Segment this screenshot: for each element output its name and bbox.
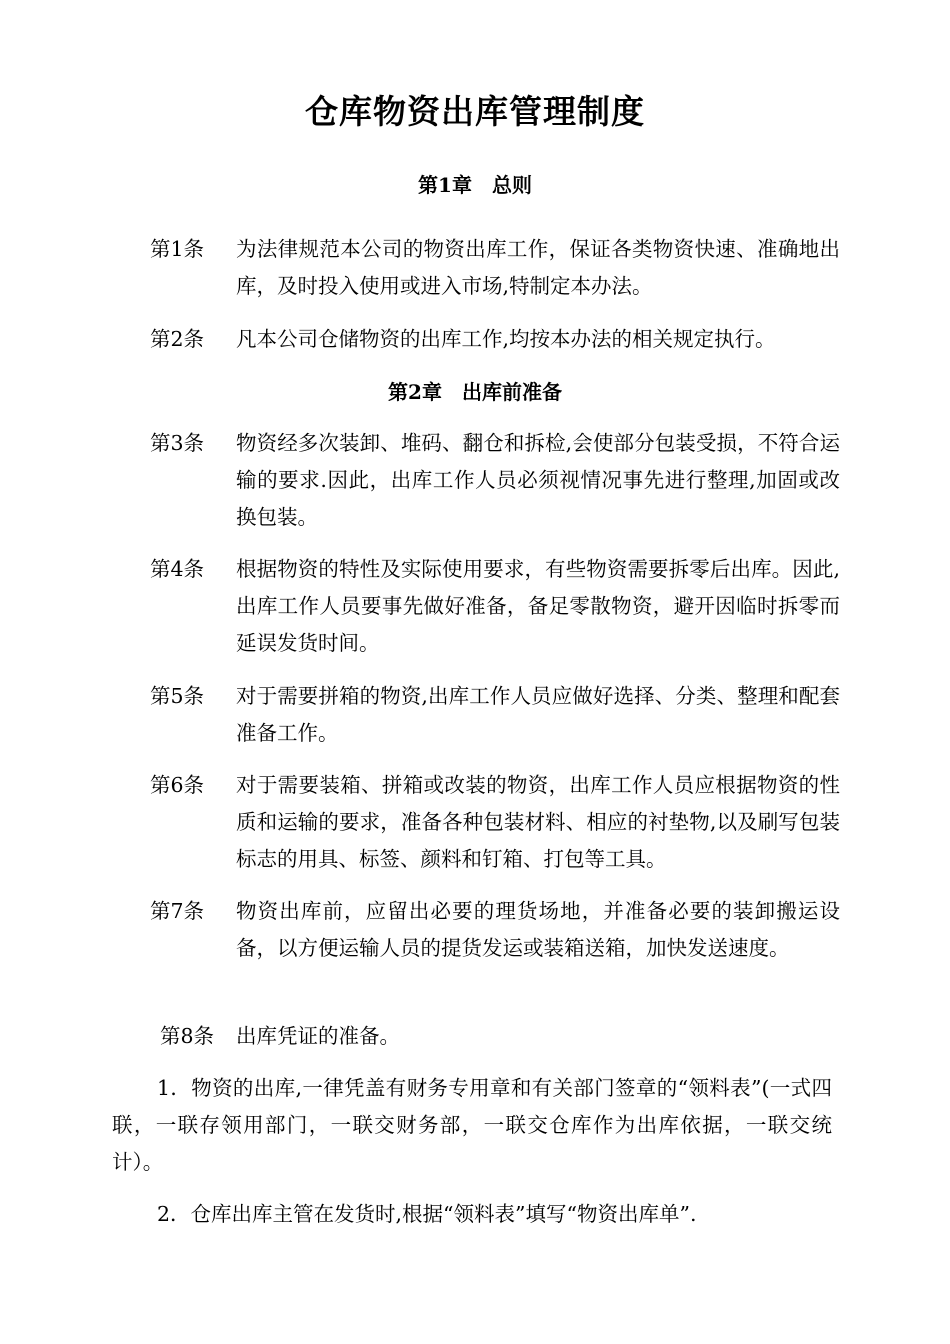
- article-3: [150, 425, 840, 536]
- article-number: 第6条: [150, 773, 205, 797]
- article-1: [150, 231, 840, 305]
- article-7: [150, 893, 840, 967]
- list-item-1: 1．物资的出库,一律凭盖有财务专用章和有关部门签章的“领料表”(一式四联，一联存领用部门，一联交财务部，一联交仓库作为出库依据，一联交统计）。: [112, 1076, 832, 1174]
- list-item-2: 2．仓库出库主管在发货时,根据“领料表”填写“物资出库单”.: [157, 1202, 697, 1226]
- article-6: [150, 767, 840, 878]
- article-8: [160, 1018, 400, 1055]
- article-number: 第4条: [150, 557, 205, 581]
- article-number: 第7条: [150, 899, 205, 923]
- article-text: 物资出库前，应留出必要的理货场地，并准备必要的装卸搬运设备，以方便运输人员的提货发运或装箱送箱，加快发送速度。: [236, 899, 840, 960]
- article-number: 第1条: [150, 237, 205, 261]
- document-title: 仓库物资出库管理制度: [305, 92, 645, 131]
- article-number: 第2条: [150, 327, 205, 351]
- article-text: 对于需要装箱、拼箱或改装的物资，出库工作人员应根据物资的性质和运输的要求，准备各种包装材料、相应的衬垫物,以及刷写包装标志的用具、标签、颜料和钉箱、打包等工具。: [236, 773, 840, 871]
- chapter-1-heading: 第1章 总则: [418, 173, 532, 197]
- article-number: 第8条: [160, 1024, 215, 1048]
- chapter-2-heading: 第2章 出库前准备: [388, 380, 562, 404]
- article-number: 第3条: [150, 431, 205, 455]
- article-text: 根据物资的特性及实际使用要求，有些物资需要拆零后出库。因此,出库工作人员要事先做好准备，备足零散物资，避开因临时拆零而延误发货时间。: [236, 557, 840, 655]
- article-5: [150, 678, 840, 752]
- article-text: 物资经多次装卸、堆码、翻仓和拆检,会使部分包装受损，不符合运输的要求.因此，出库工作人员必须视情况事先进行整理,加固或改换包装。: [236, 431, 840, 529]
- article-number: 第5条: [150, 684, 205, 708]
- article-text: 对于需要拼箱的物资,出库工作人员应做好选择、分类、整理和配套准备工作。: [236, 684, 840, 745]
- article-4: [150, 551, 840, 662]
- article-text: 为法律规范本公司的物资出库工作，保证各类物资快速、准确地出库，及时投入使用或进入市场,特制定本办法。: [236, 237, 840, 298]
- article-2: [150, 321, 840, 358]
- article-text: 出库凭证的准备。: [236, 1024, 401, 1048]
- article-text: 凡本公司仓储物资的出库工作,均按本办法的相关规定执行。: [236, 327, 776, 351]
